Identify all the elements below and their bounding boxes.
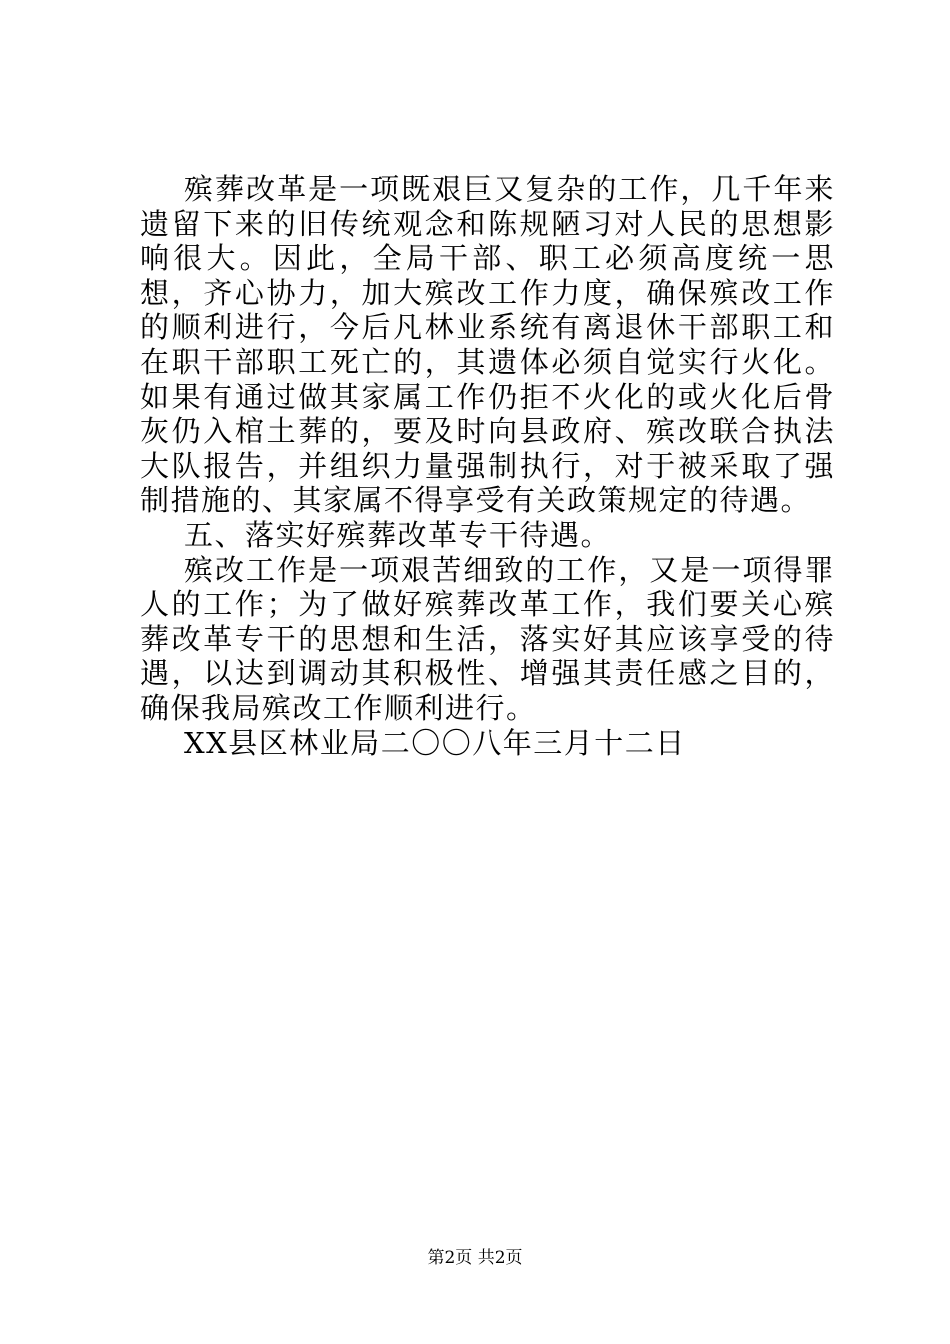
section-heading-five: 五、落实好殡葬改革专干待遇。 [184,517,612,552]
signature-date-line: XX县区林业局二〇〇八年三月十二日 [184,725,686,760]
page-number-footer: 第2页 共2页 [427,1248,523,1268]
paragraph-staff-treatment: 殡改工作是一项艰苦细致的工作，又是一项得罪人的工作；为了做好殡葬改革工作，我们要关心殡葬改革专干的思想和生活，落实好其应该享受的待遇，以达到调动其积极性、增强其责任感之目的，确保我局殡改工作顺利进行。 [140,552,835,725]
document-body [140,172,835,760]
paragraph-funeral-reform: 殡葬改革是一项既艰巨又复杂的工作，几千年来遗留下来的旧传统观念和陈规陋习对人民的思想影响很大。因此，全局干部、职工必须高度统一思想，齐心协力，加大殡改工作力度，确保殡改工作的顺利进行，今后凡林业系统有离退休干部职工和在职干部职工死亡的，其遗体必须自觉实行火化。如果有通过做其家属工作仍拒不火化的或火化后骨灰仍入棺土葬的，要及时向县政府、殡改联合执法大队报告，并组织力量强制执行，对于被采取了强制措施的、其家属不得享受有关政策规定的待遇。 [140,172,835,518]
